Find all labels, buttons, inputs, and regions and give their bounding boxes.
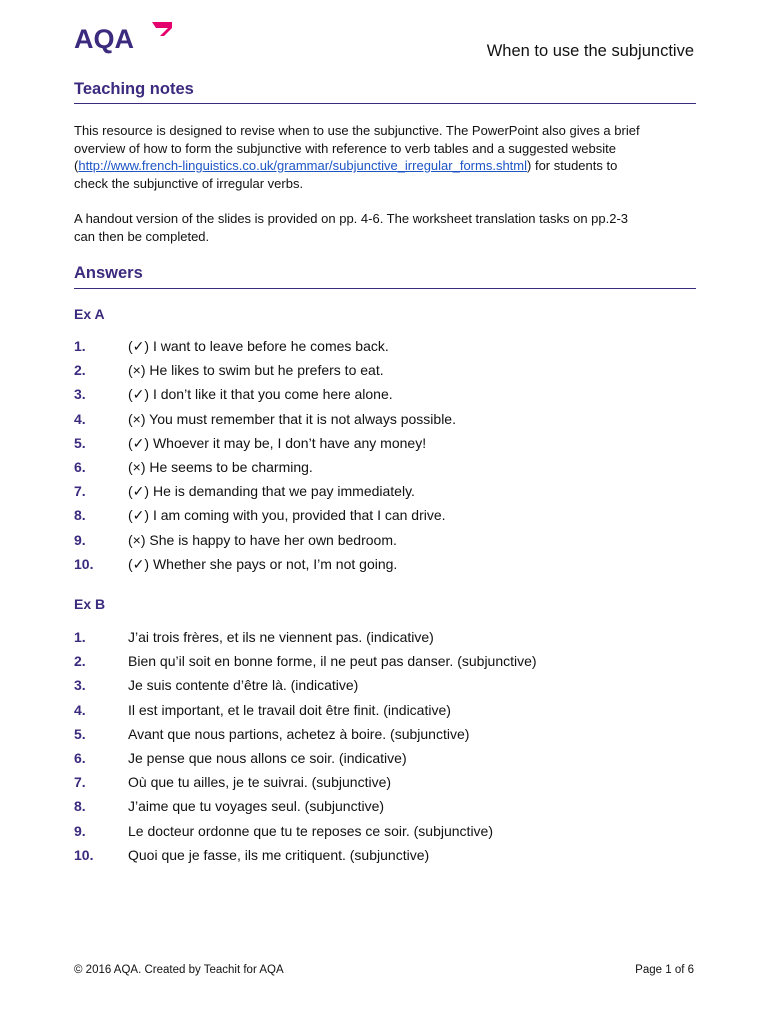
answer-mark: (✓): [128, 483, 150, 500]
answer-number: 3.: [74, 386, 86, 403]
paragraph-line-with-link: [74, 157, 704, 175]
ex-a-answer-list: [74, 338, 714, 580]
logo-swoosh-icon: [152, 22, 172, 36]
paragraph-line: A handout version of the slides is provided on pp. 4-6. The worksheet translation tasks on pp.2-3: [74, 211, 629, 226]
answer-content: [128, 386, 393, 403]
ex-b-heading: Ex B: [74, 596, 106, 612]
ex-a-heading: Ex A: [74, 306, 105, 322]
answer-item: [74, 362, 714, 386]
answer-text: Whether she pays or not, I’m not going.: [152, 555, 398, 572]
answer-content: [128, 338, 389, 355]
answer-content: [128, 629, 434, 645]
answer-text: Quoi que je fasse, ils me critiquent. (subjunctive): [128, 846, 430, 863]
paragraph-line: check the subjunctive of irregular verbs.: [74, 175, 304, 191]
answer-item: [74, 338, 714, 362]
answer-number: 1.: [74, 629, 86, 645]
answer-number: 4.: [74, 410, 86, 427]
answer-content: [128, 507, 446, 524]
answer-content: [128, 653, 537, 669]
paragraph-line: overview of how to form the subjunctive with reference to verb tables and a suggested website: [74, 140, 616, 156]
answer-text: Whoever it may be, I don’t have any money!: [152, 434, 427, 451]
answer-content: [128, 726, 469, 742]
answer-item: [74, 411, 714, 435]
answer-text: I want to leave before he comes back.: [152, 338, 389, 354]
answer-item: [74, 726, 714, 750]
answer-text: Je suis contente d’être là. (indicative): [128, 677, 359, 694]
answer-mark: (✓): [128, 386, 150, 403]
answer-content: [128, 459, 313, 475]
answer-content: [128, 798, 384, 814]
answer-item: [74, 507, 714, 531]
answer-content: [128, 847, 429, 863]
answer-item: [74, 847, 714, 871]
answer-number: 10.: [74, 846, 94, 863]
answer-text: I don’t like it that you come here alone.: [152, 386, 393, 403]
answer-content: [128, 411, 456, 427]
answer-item: [74, 459, 714, 483]
answer-number: 2.: [74, 653, 86, 670]
answer-item: [74, 750, 714, 774]
answer-item: [74, 435, 714, 459]
paragraph-line: This resource is designed to revise when to use the subjunctive. The PowerPoint also gives a brief: [74, 123, 640, 138]
answer-number: 3.: [74, 677, 86, 694]
answer-number: 8.: [74, 507, 86, 524]
footer-page-number: Page 1 of 6: [635, 964, 694, 976]
answer-number: 8.: [74, 798, 86, 815]
answer-item: [74, 702, 714, 726]
answer-mark: (×): [128, 362, 146, 379]
answer-item: [74, 653, 714, 677]
answer-number: 6.: [74, 749, 86, 766]
answer-number: 10.: [74, 555, 94, 572]
answer-mark: (✓): [128, 338, 150, 354]
answer-number: 5.: [74, 434, 86, 451]
teaching-notes-divider: [74, 103, 696, 104]
answer-content: [128, 556, 397, 573]
teaching-notes-heading: Teaching notes: [74, 80, 194, 98]
logo-text: AQA: [74, 24, 134, 54]
answer-text: I am coming with you, provided that I can drive.: [152, 507, 446, 524]
answer-content: [128, 532, 397, 548]
ex-b-answer-list: [74, 629, 714, 871]
answer-number: 7.: [74, 483, 86, 500]
answer-text: Le docteur ordonne que tu te reposes ce soir. (subjunctive): [128, 822, 493, 839]
answer-content: [128, 823, 493, 839]
answer-content: [128, 435, 426, 452]
answer-text: Avant que nous partions, achetez à boire. (subjunctive): [128, 725, 470, 742]
answer-number: 1.: [74, 338, 86, 354]
document-title: When to use the subjunctive: [486, 42, 694, 60]
answer-text: Il est important, et le travail doit être finit. (indicative): [128, 701, 451, 718]
answer-text: Je pense que nous allons ce soir. (indicative): [128, 749, 407, 766]
answer-mark: (✓): [128, 507, 150, 524]
answer-number: 9.: [74, 822, 86, 839]
answer-text: She is happy to have her own bedroom.: [149, 531, 397, 548]
answer-content: [128, 750, 407, 766]
footer-copyright: © 2016 AQA. Created by Teachit for AQA: [74, 964, 284, 976]
answer-mark: (✓): [128, 434, 150, 451]
answer-item: [74, 798, 714, 822]
answer-item: [74, 629, 714, 653]
answer-item: [74, 386, 714, 410]
website-link[interactable]: http://www.french-linguistics.co.uk/grammar/subjunctive_irregular_forms.shtml: [78, 158, 528, 173]
answer-item: [74, 483, 714, 507]
answer-mark: (×): [128, 531, 146, 548]
answers-divider: [74, 288, 696, 289]
answer-text: Où que tu ailles, je te suivrai. (subjunctive): [128, 774, 392, 791]
answer-number: 6.: [74, 458, 86, 475]
answer-number: 5.: [74, 725, 86, 742]
answer-text: J’ai trois frères, et ils ne viennent pas. (indicative): [128, 629, 434, 645]
link-suffix: ) for students to: [527, 158, 618, 173]
paren-open: (: [74, 158, 79, 173]
answer-mark: (×): [128, 458, 146, 475]
answer-number: 4.: [74, 701, 86, 718]
answer-mark: (✓): [128, 555, 150, 572]
answer-item: [74, 556, 714, 580]
answer-text: He likes to swim but he prefers to eat.: [149, 362, 384, 379]
answer-number: 9.: [74, 531, 86, 548]
answer-text: You must remember that it is not always possible.: [149, 410, 456, 427]
paragraph-line: can then be completed.: [74, 228, 210, 244]
answer-content: [128, 362, 384, 378]
answer-text: Bien qu’il soit en bonne forme, il ne peut pas danser. (subjunctive): [128, 653, 537, 670]
answers-heading: Answers: [74, 264, 143, 282]
answer-number: 7.: [74, 774, 86, 791]
answer-item: [74, 823, 714, 847]
answer-content: [128, 677, 358, 693]
answer-text: He seems to be charming.: [149, 458, 313, 475]
answer-content: [128, 774, 391, 790]
answer-content: [128, 702, 451, 718]
teaching-notes-paragraph-2: [74, 210, 704, 245]
answer-item: [74, 677, 714, 701]
answer-content: [128, 483, 415, 500]
answer-number: 2.: [74, 362, 86, 379]
aqa-logo: [74, 20, 174, 54]
teaching-notes-paragraph-1: [74, 122, 704, 192]
answer-item: [74, 774, 714, 798]
answer-text: J’aime que tu voyages seul. (subjunctive): [128, 798, 385, 815]
answer-text: He is demanding that we pay immediately.: [152, 483, 415, 500]
answer-item: [74, 532, 714, 556]
answer-mark: (×): [128, 410, 146, 427]
